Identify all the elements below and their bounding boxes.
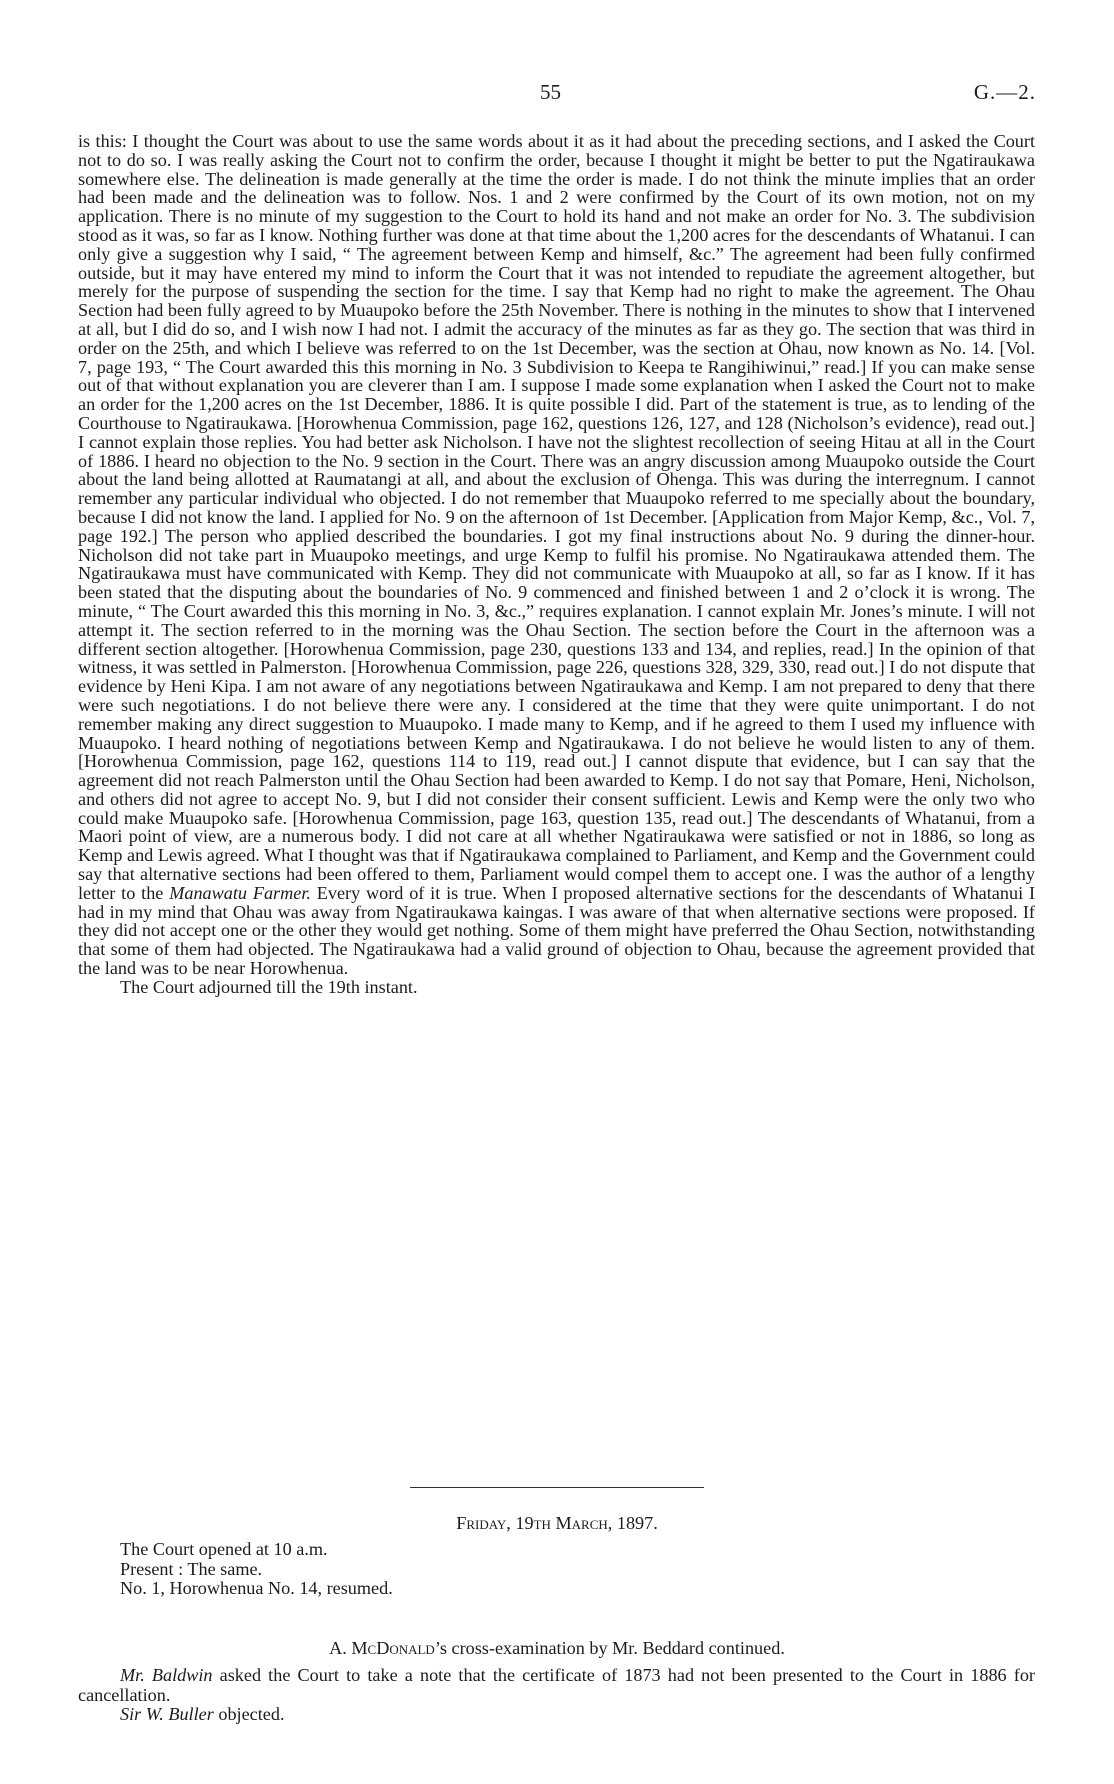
page-number: 55 bbox=[540, 80, 561, 104]
witness-name: A. McDonald bbox=[329, 1638, 435, 1658]
testimony-text: is this: I thought the Court was about to use the same words about it as it had about the preceding sections, and I asked the Court not to do so. I was really asking the Court not to confirm the order, because I thought it might be better to put the Ngatiraukawa somewhere else. The delineation is made generally at the time the order is made. I do not think the minute implies that an order had been made and the delineation was to follow. Nos. 1 and 2 were confirmed by the Court of its own motion, not on my application. There is no minute of my suggestion to the Court to hold its hand and not make an order for No. 3. The subdivision stood as it was, so far as I know. Nothing further was done at that time about the 1,200 acres for the descendants of Whatanui. I can only give a suggestion why I said, “ The agreement between Kemp and himself, &c.” The agreement had been fully confirmed outside, but it may have entered my mind to inform the Court that it was not intended to repudiate the agreement altogether, but merely for the purpose of suspending the section for the time. I say that Kemp had no right to make the agreement. The Ohau Section had been fully agreed to by Muaupoko before the 25th November. There is nothing in the minutes to show that I intervened at all, but I did do so, and I wish now I had not. I admit the accuracy of the minutes as far as they go. The section that was third in order on the 25th, and which I believe was referred to on the 1st December, was the section at Ohau, now known as No. 14. [Vol. 7, page 193, “ The Court awarded this this morning in No. 3 Subdivision to Keepa te Rangihiwinui,” read.] If you can make sense out of that without explanation you are cleverer than I am. I suppose I made some explanation when I asked the Court not to make an order for the 1,200 acres on the 1st December, 1886. It is quite possible I did. Part of the statement is true, as to lending of the Courthouse to Ngatiraukawa. [Horowhenua Commission, page 162, questions 126, 127, and 128 (Nicholson’s evidence), read out.] I cannot explain those replies. You had better ask Nicholson. I have not the slightest recollection of seeing Hitau at all in the Court of 1886. I heard no objection to the No. 9 section in the Court. There was an angry discussion among Muaupoko outside the Court about the land being allotted at Raumatangi at all, and about the exclusion of Ohenga. This was during the interregnum. I cannot remember any particular individual who objected. I do not remember that Muaupoko referred to me specially about the boundary, because I did not know the land. I applied for No. 9 on the afternoon of 1st December. [Application from Major Kemp, &c., Vol. 7, page 192.] The person who applied described the boundaries. I got my final instructions about No. 9 during the dinner-hour. Nicholson did not take part in Muaupoko meetings, and urge Kemp to fulfil his promise. No Ngatiraukawa attended them. The Ngatiraukawa must have communicated with Kemp. They did not communicate with Muaupoko at all, so far as I know. If it has been stated that the disputing about the boundaries of No. 9 commenced and finished between 1 and 2 o’clock it is wrong. The minute, “ The Court awarded this this morning in No. 3, &c.,” requires explanation. I cannot explain Mr. Jones’s minute. I will not attempt it. The section referred to in the morning was the Ohau Section. The section before the Court in the afternoon was a different section altogether. [Horowhenua Commission, page 230, questions 133 and 134, and replies, read.] In the opinion of that witness, it was settled in Palmerston. [Horowhenua Commission, page 226, questions 328, 329, 330, read out.] I do not dispute that evidence by Heni Kipa. I am not aware of any negotiations between Ngatiraukawa and Kemp. I am not prepared to deny that there were such negotiations. I do not believe there were any. I considered at the time that they were quite unimportant. I do not remember making any direct suggestion to Muaupoko. I made many to Kemp, and if he agreed to them I used my influence with Muaupoko. I heard nothing of negotiations between Kemp and Ngatiraukawa. I do not believe he would listen to any of them. [Horowhenua Commission, page 162, questions 114 to 119, read out.] I cannot dispute that evidence, but I can say that the agreement did not reach Palmerston until the Ohau Section had been awarded to Kemp. I do not say that Pomare, Heni, Nicholson, and others did not agree to accept No. 9, but I did not consider their consent sufficient. Lewis and Kemp were the only two who could make Muaupoko safe. [Horowhenua Commission, page 163, question 135, read out.] The descendants of Whatanui, from a Maori point of view, are a numerous body. I did not care at all whether Ngatiraukawa were satisfied or not in 1886, so long as Kemp and Lewis agreed. What I thought was that if Ngatiraukawa complained to Parliament, and Kemp and the Government could say that alternative sections had been offered to them, Parliament would compel them to accept one. I was the author of a lengthy letter to the bbox=[78, 131, 1035, 903]
cross-examination-text: ’s cross-examination by Mr. Beddard continued. bbox=[434, 1638, 785, 1658]
session-opening bbox=[120, 1540, 1020, 1599]
newspaper-title: Manawatu Farmer. bbox=[169, 882, 311, 903]
section-divider bbox=[410, 1487, 704, 1488]
document-code: G.—2. bbox=[973, 80, 1036, 104]
closing-paragraphs bbox=[78, 1666, 1035, 1725]
buller-paragraph bbox=[78, 1705, 1035, 1725]
baldwin-name: Mr. Baldwin bbox=[120, 1665, 213, 1685]
case-line: No. 1, Horowhenua No. 14, resumed. bbox=[120, 1578, 393, 1598]
adjournment-note: The Court adjourned till the 19th instant. bbox=[120, 976, 418, 997]
buller-name: Sir W. Buller bbox=[120, 1704, 214, 1724]
buller-text: objected. bbox=[213, 1704, 285, 1724]
date-heading: Friday, 19th March, 1897. bbox=[456, 1513, 658, 1533]
page-header bbox=[0, 80, 1114, 110]
court-opened-line: The Court opened at 10 a.m. bbox=[120, 1539, 328, 1559]
baldwin-paragraph bbox=[78, 1666, 1035, 1705]
present-line: Present : The same. bbox=[120, 1558, 263, 1579]
cross-examination-heading bbox=[0, 1638, 1114, 1659]
baldwin-text: asked the Court to take a note that the certificate of 1873 had not been presented to the Court in 1886 for cancellation. bbox=[78, 1665, 1035, 1705]
testimony-text-end: Every word of it is true. When I proposed alternative sections for the descendants of Whatanui I had in my mind that Ohau was away from Ngatiraukawa kaingas. I was aware of that when alternative sections were proposed. If they did not accept one or the other they would get nothing. Some of them might have preferred the Ohau Section, notwithstanding that some of them had objected. The Ngatiraukawa had a valid ground of objection to Ohau, because the agreement provided that the land was to be near Horowhenua. bbox=[78, 882, 1036, 979]
testimony-paragraph bbox=[78, 132, 1035, 978]
main-testimony bbox=[78, 132, 1035, 997]
